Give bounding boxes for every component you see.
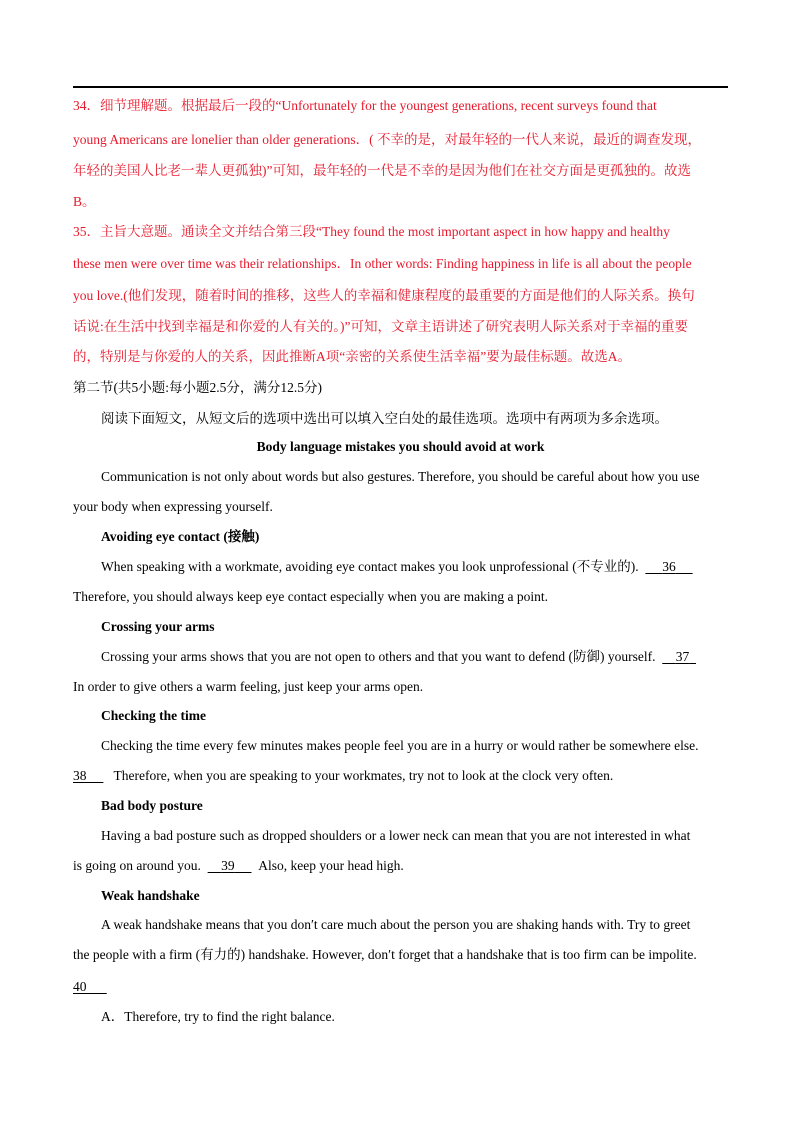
explanation-line: 话说:在生活中找到幸福是和你爱的人有关的。)”可知，文章主语讲述了研究表明人际关系对于幸福的重要 (73, 319, 688, 334)
paragraph-line (101, 557, 761, 577)
passage-title: Body language mistakes you should avoid at work (256, 439, 545, 454)
answer-blank-37 (662, 647, 696, 667)
answer-blank-38 (73, 766, 103, 786)
explanation-line: these men were over time was their relationships．In other words: Finding happiness in life is all about the people (73, 256, 692, 271)
section-heading: Bad body posture (101, 798, 203, 813)
explanation-line: young Americans are lonelier than older generations．( 不幸的是，对最年轻的一代人来说，最近的调查发现， (73, 132, 702, 147)
paragraph-text: When speaking with a workmate, avoiding eye contact makes you look unprofessional (不专业的). (101, 559, 639, 574)
explanation-line: you love.(他们发现，随着时间的推移，这些人的幸福和健康程度的最重要的方面是他们的人际关系。换句 (73, 288, 695, 303)
paragraph-line: Checking the time every few minutes makes people feel you are in a hurry or would rather be somewhere else. (101, 738, 699, 753)
paragraph-line: Therefore, you should always keep eye contact especially when you are making a point. (73, 589, 548, 604)
answer-blank-40 (73, 977, 107, 997)
paragraph-text: Therefore, when you are speaking to your workmates, try not to look at the clock very often. (113, 768, 614, 783)
blank-number: 38 (73, 768, 87, 783)
paragraph-line: the people with a firm (有力的) handshake. However, don′t forget that a handshake that is too firm can be impolite. (73, 947, 697, 962)
blank-number: 40 (73, 979, 87, 994)
header-rule (73, 86, 728, 88)
paragraph-text: Crossing your arms shows that you are not open to others and that you want to defend (防御) yourself. (101, 649, 656, 664)
blank-number: 37 (675, 649, 690, 664)
explanation-line: 34．细节理解题。根据最后一段的“Unfortunately for the youngest generations, recent surveys found that (73, 98, 657, 113)
answer-blank-36 (645, 557, 692, 577)
option-a: A．Therefore, try to find the right balance. (101, 1009, 335, 1024)
blank-number: 39 (221, 858, 235, 873)
section-heading: Checking the time (101, 708, 206, 723)
section-heading: Weak handshake (101, 888, 200, 903)
paragraph-line (101, 647, 761, 667)
section-heading: Avoiding eye contact (接触) (101, 529, 260, 544)
explanation-line: 的，特别是与你爱的人的关系，因此推断A项“亲密的关系使生活幸福”要为最佳标题。故选A。 (73, 349, 631, 364)
paragraph-line (73, 766, 733, 786)
explanation-line: B。 (73, 194, 96, 209)
paragraph-line (73, 856, 733, 876)
intro-line: your body when expressing yourself. (73, 499, 273, 514)
answer-blank-39 (208, 856, 252, 876)
paragraph-line: A weak handshake means that you don′t care much about the person you are shaking hands with. Try to greet (101, 917, 691, 932)
explanation-line: 年轻的美国人比老一辈人更孤独)”可知，最年轻的一代是不幸的是因为他们在社交方面是更孤独的。故选 (73, 163, 691, 178)
section-heading: Crossing your arms (101, 619, 215, 634)
paragraph-line: In order to give others a warm feeling, just keep your arms open. (73, 679, 424, 694)
paragraph-text: is going on around you. (73, 858, 201, 873)
section-header: 第二节(共5小题:每小题2.5分，满分12.5分) (73, 380, 322, 395)
blank-number: 36 (662, 559, 676, 574)
instruction: 阅读下面短文，从短文后的选项中选出可以填入空白处的最佳选项。选项中有两项为多余选项。 (101, 411, 668, 426)
paragraph-line (73, 977, 733, 997)
explanation-line: 35．主旨大意题。通读全文并结合第三段“They found the most important aspect in how happy and healthy (73, 224, 670, 239)
paragraph-text: Also, keep your head high. (258, 858, 404, 873)
intro-line: Communication is not only about words but also gestures. Therefore, you should be careful about how you use (101, 469, 700, 484)
paragraph-line: Having a bad posture such as dropped shoulders or a lower neck can mean that you are not interested in what (101, 828, 691, 843)
